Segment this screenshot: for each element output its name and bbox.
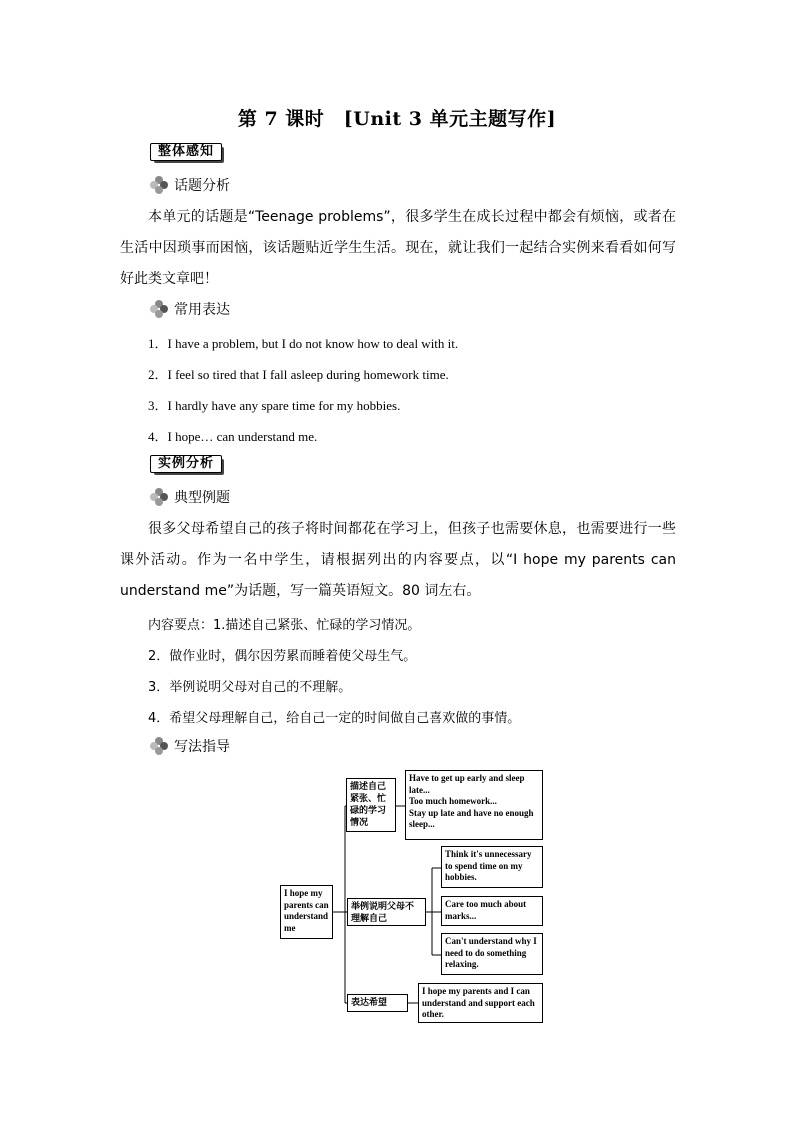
topic-paragraph: 本单元的话题是“Teenage problems”，很多学生在成长过程中都会有烦恼，或者在生活中因琐事而困恼，该话题贴近学生生活。现在，就让我们一起结合实例来看看如何写好此类文章吧！ — [120, 209, 676, 287]
subhead-label: 常用表达 — [174, 302, 230, 318]
diagram-example-item: Can't understand why I need to do something relaxing. — [441, 933, 543, 975]
diagram-example-item: Care too much about marks... — [441, 896, 543, 926]
page-title: 第 7 课时 [Unit 3 单元主题写作] — [237, 108, 557, 130]
diagram-branch-describe-detail: Have to get up early and sleep late... Too much homework... Stay up late and have no enough sleep... — [405, 770, 543, 840]
diagram-example-item: Think it's unnecessary to spend time on my hobbies. — [441, 846, 543, 888]
diagram-branch-examples: 举例说明父母不理解自己 — [347, 898, 426, 926]
subhead-label: 话题分析 — [174, 178, 230, 194]
point-item: 4．希望父母理解自己，给自己一定的时间做自己喜欢做的事情。 — [148, 711, 521, 726]
diagram-branch-hope: 表达希望 — [347, 994, 408, 1012]
point-item: 内容要点：1.描述自己紧张、忙碌的学习情况。 — [148, 618, 421, 633]
subhead-label: 写法指导 — [174, 739, 230, 755]
subhead-label: 典型例题 — [174, 490, 230, 506]
expression-item: 4．I hope… can understand me. — [148, 429, 318, 444]
expression-item: 2．I feel so tired that I fall asleep during homework time. — [148, 367, 449, 382]
diagram-branch-describe: 描述自己紧张、忙碌的学习情况 — [346, 778, 396, 832]
badge-label: 整体感知 — [150, 143, 222, 161]
diagram-root: I hope my parents can understand me — [280, 885, 333, 939]
badge-label: 实例分析 — [150, 455, 222, 473]
example-paragraph: 很多父母希望自己的孩子将时间都花在学习上，但孩子也需要休息，也需要进行一些课外活动。作为一名中学生，请根据列出的内容要点，以“I hope my parents can understand me”为话题，写一篇英语短文。80 词左右。 — [120, 521, 676, 599]
point-item: 3．举例说明父母对自己的不理解。 — [148, 680, 352, 695]
expression-item: 1．I have a problem, but I do not know how to deal with it. — [148, 336, 459, 351]
diagram-branch-hope-detail: I hope my parents and I can understand and support each other. — [418, 983, 543, 1023]
point-item: 2．做作业时，偶尔因劳累而睡着使父母生气。 — [148, 649, 417, 664]
expression-item: 3．I hardly have any spare time for my hobbies. — [148, 398, 401, 413]
